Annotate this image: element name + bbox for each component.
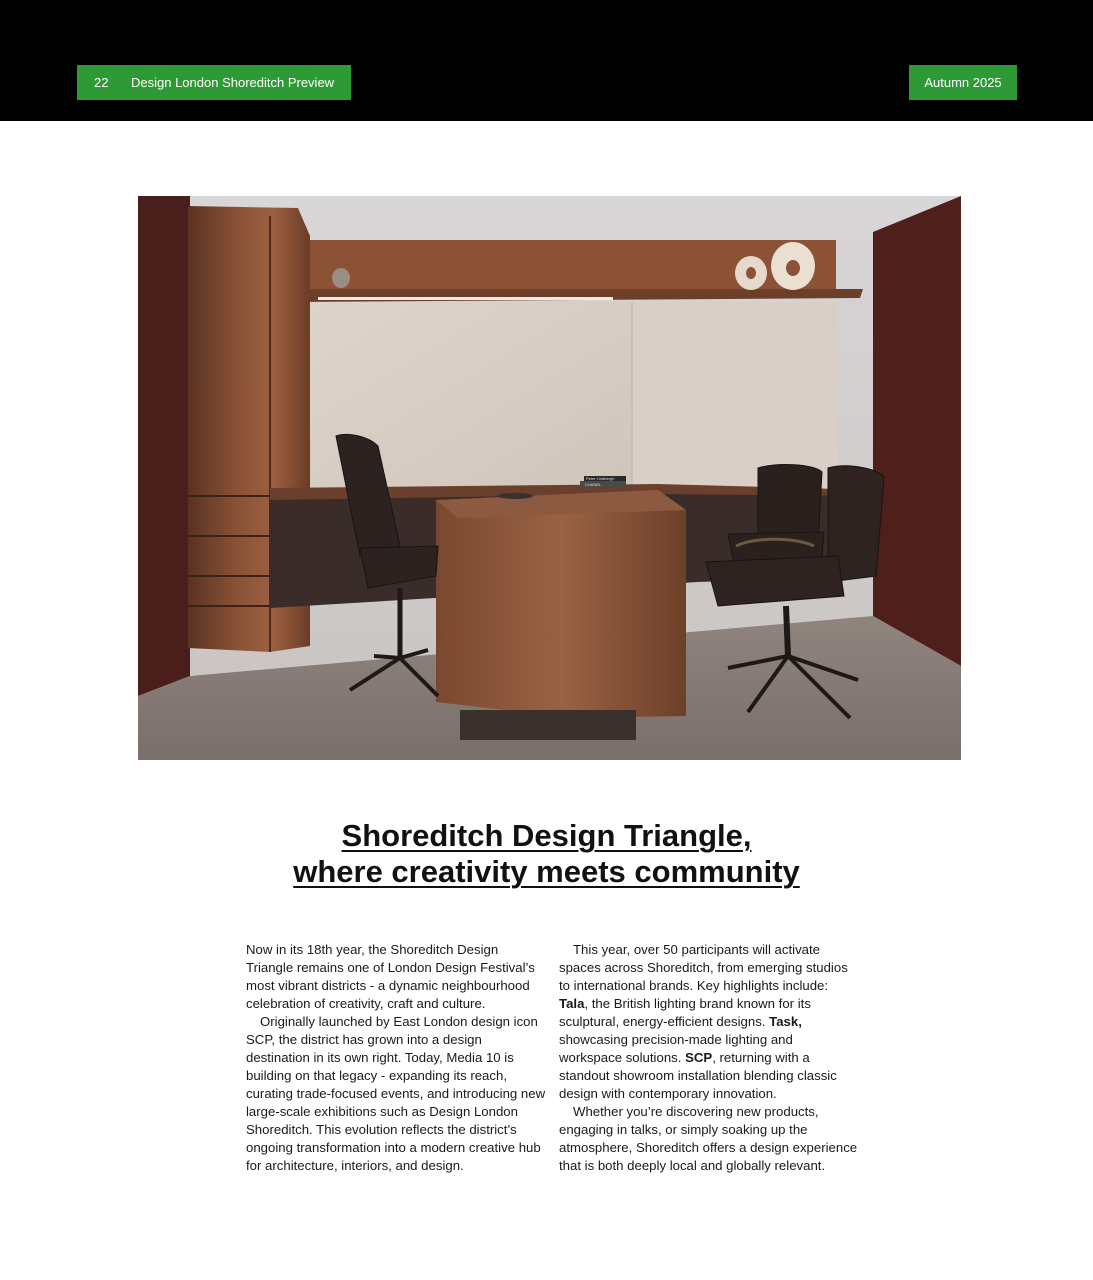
page-number: 22 [94, 75, 109, 90]
brand-scp-text: , returning with a standout showroom installation blending classic design with contemporary innovation. [559, 1050, 837, 1101]
body-paragraph: Now in its 18th year, the Shoreditch Design Triangle remains one of London Design Festival’s most vibrant districts - a dynamic neighbourhood celebration of creativity, craft and culture. [246, 942, 535, 1011]
headline-line-1: Shoreditch Design Triangle, [341, 818, 752, 853]
brand-tala-text: , the British lighting brand known for its sculptural, energy-efficient designs. [559, 996, 811, 1029]
book-label-2: CHANEL [585, 482, 602, 487]
publication-title: Design London Shoreditch Preview [131, 75, 335, 90]
headline-line-2: where creativity meets community [293, 854, 800, 889]
issue-label: Autumn 2025 [924, 75, 1002, 90]
brand-tala: Tala [559, 996, 585, 1011]
office-photo [138, 196, 961, 760]
body-column-right [559, 941, 859, 1175]
brand-task-text: showcasing precision-made lighting and workspace solutions. [559, 1032, 793, 1065]
brand-scp: SCP [685, 1050, 713, 1065]
body-column-left [246, 941, 546, 1175]
book-label-1: Peter Lindbergh [586, 476, 615, 481]
body-paragraph [559, 941, 859, 1103]
brand-task: Task, [769, 1014, 802, 1029]
article-headline [150, 818, 943, 890]
page-tag [77, 65, 351, 100]
body-paragraph: Whether you’re discovering new products, engaging in talks, or simply soaking up the atmosphere, Shoreditch offers a design experience that is both deeply local and globally relevant. [559, 1104, 858, 1173]
body-paragraph: Originally launched by East London design icon SCP, the district has grown into a design destination in its own right. Today, Media 10 is building on that legacy - expanding its reach, curating trade-focused events, and introducing new large-scale exhibitions such as Design London Shoreditch. This evolution reflects the district’s ongoing transformation into a modern creative hub for architecture, interiors, and design. [246, 1014, 546, 1173]
issue-tag [909, 65, 1017, 100]
highlights-intro: This year, over 50 participants will activate spaces across Shoreditch, from emerging studios to international brands. Key highlights include: [559, 942, 848, 993]
header-bar [0, 0, 1093, 121]
